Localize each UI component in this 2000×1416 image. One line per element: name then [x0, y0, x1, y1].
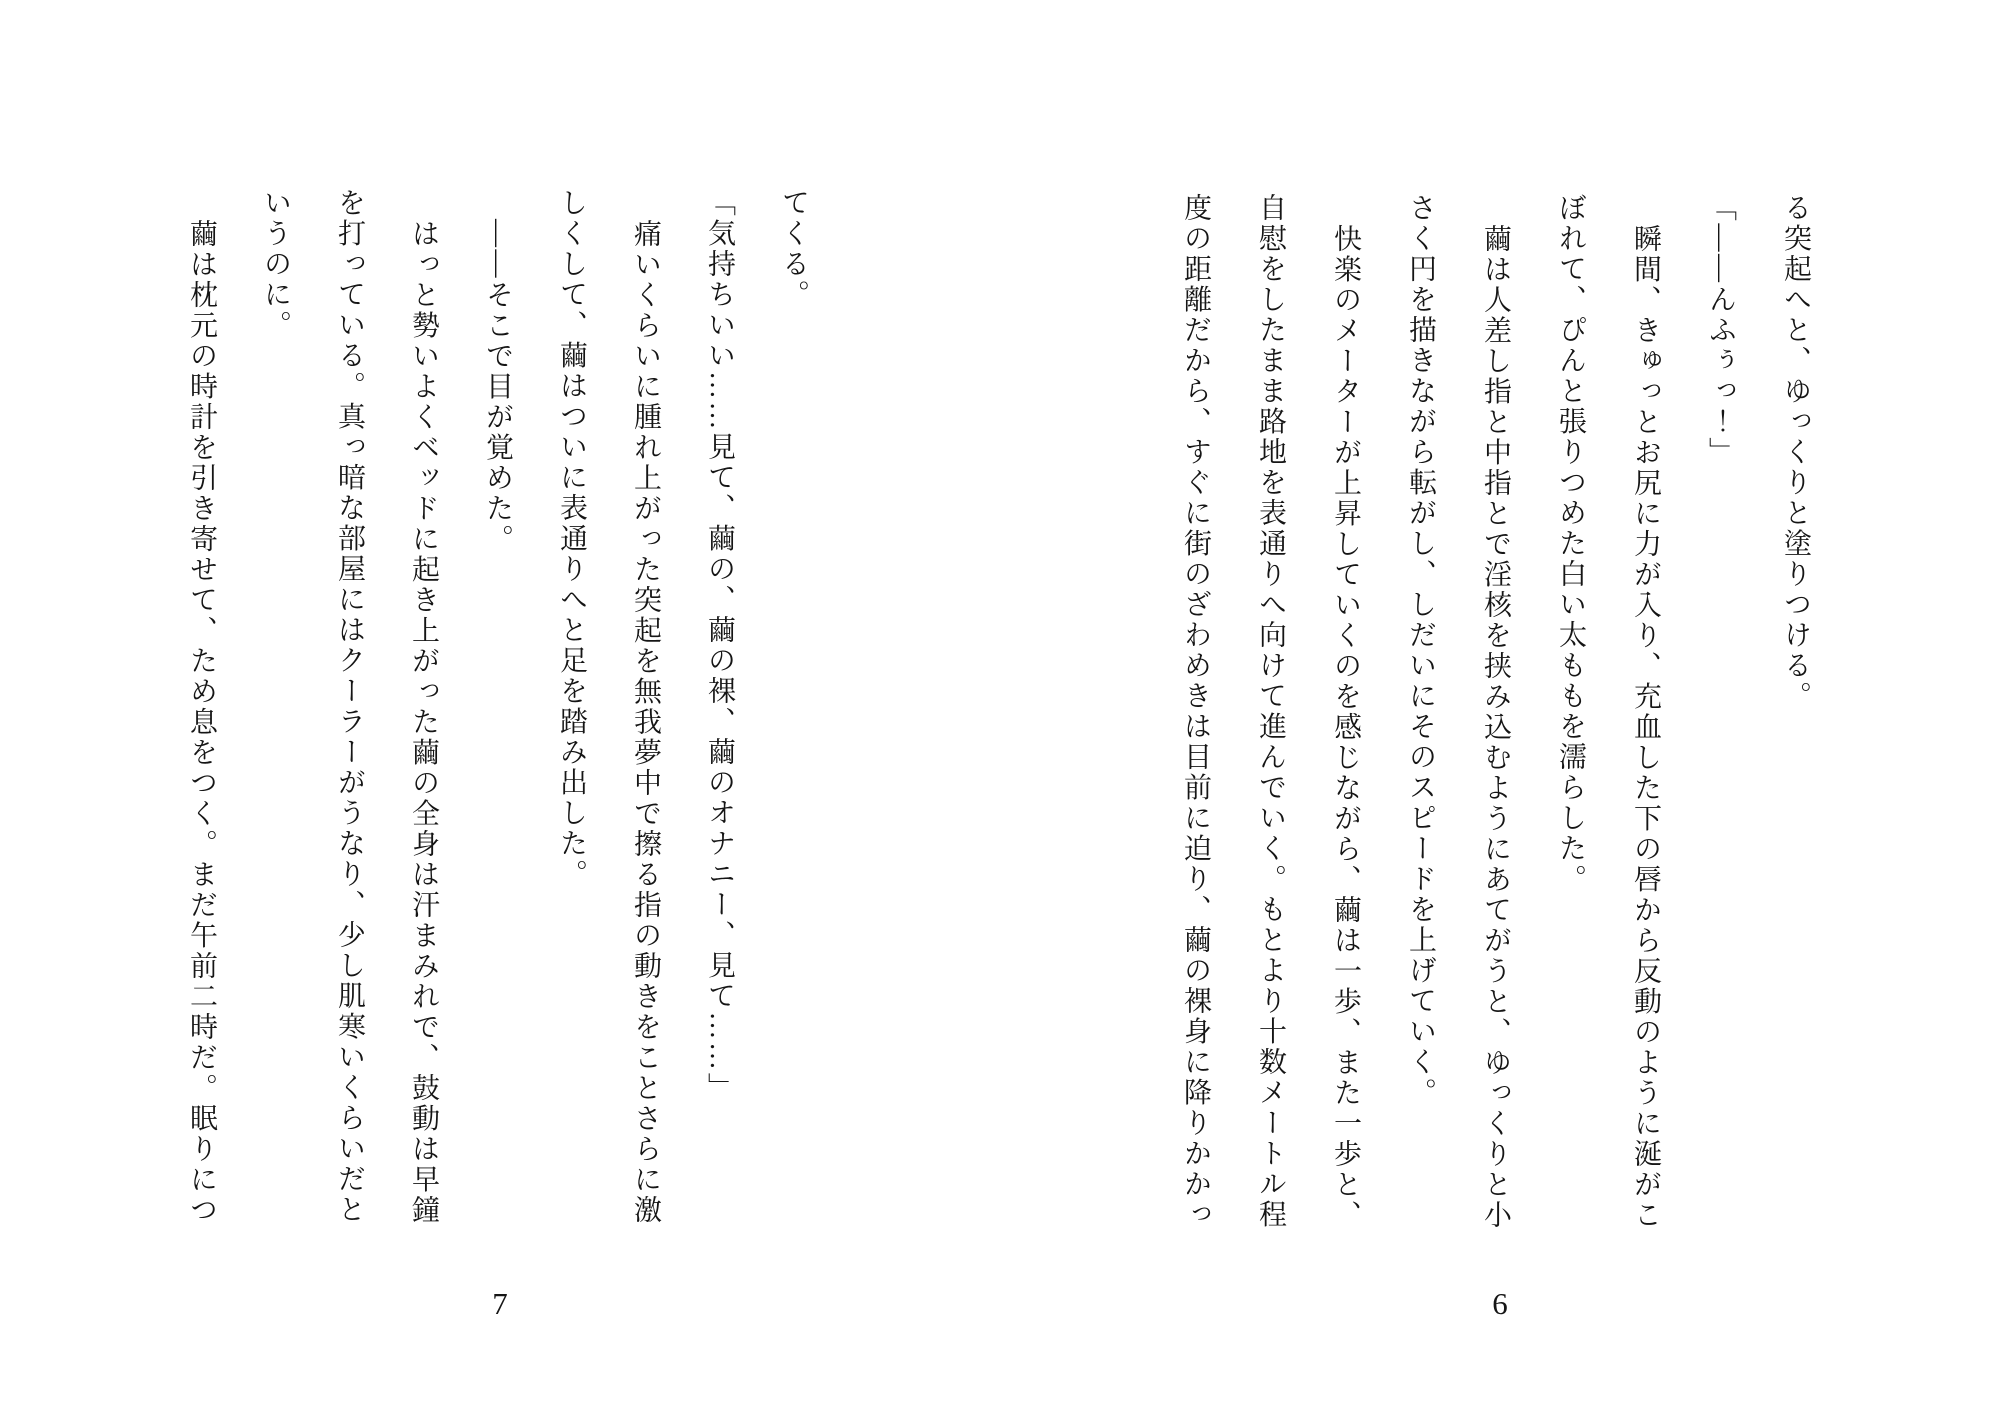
text-line: 快楽のメーターが上昇していくのを感じながら、繭は一歩、また一歩と、 — [1330, 224, 1361, 1231]
text-line: 繭は枕元の時計を引き寄せて、ため息をつく。まだ午前二時だ。眠りにつ — [186, 219, 217, 1226]
text-line: はっと勢いよくベッドに起き上がった繭の全身は汗まみれで、鼓動は早鐘 — [408, 219, 439, 1226]
text-line: 繭は人差し指と中指とで淫核を挟み込むようにあてがうと、ゆっくりと小 — [1480, 224, 1511, 1231]
text-line: る突起へと、ゆっくりと塗りつける。 — [1780, 193, 1811, 712]
text-line: 「――んふぅっ！」 — [1705, 193, 1736, 468]
page-number-left: 7 — [492, 1286, 508, 1321]
text-line: 自慰をしたまま路地を表通りへ向けて進んでいく。もとより十数メートル程 — [1255, 193, 1286, 1230]
page-left-text-block — [164, 188, 830, 1240]
text-line: ――そこで目が覚めた。 — [482, 219, 513, 555]
text-line: 痛いくらいに腫れ上がった突起を無我夢中で擦る指の動きをことさらに激 — [630, 219, 661, 1226]
text-line: 瞬間、きゅっとお尻に力が入り、充血した下の唇から反動のように涎がこ — [1630, 224, 1661, 1231]
text-line: いうのに。 — [260, 188, 291, 341]
text-line: さく円を描きながら転がし、しだいにそのスピードを上げていく。 — [1405, 193, 1436, 1108]
page-right-text-block — [1158, 193, 1833, 1245]
text-line: 「気持ちいい……見て、繭の、繭の裸、繭のオナニー、見て……」 — [704, 188, 735, 1103]
text-line: しくして、繭はついに表通りへと足を踏み出した。 — [556, 188, 587, 890]
page-number-right: 6 — [1492, 1286, 1508, 1321]
page-right — [1000, 0, 2000, 1416]
text-line: 度の距離だから、すぐに街のざわめきは目前に迫り、繭の裸身に降りかかっ — [1180, 193, 1211, 1230]
text-line: てくる。 — [778, 188, 809, 310]
text-line: を打っている。真っ暗な部屋にはクーラーがうなり、少し肌寒いくらいだと — [334, 188, 365, 1225]
text-line: ぼれて、ぴんと張りつめた白い太ももを濡らした。 — [1555, 193, 1586, 895]
